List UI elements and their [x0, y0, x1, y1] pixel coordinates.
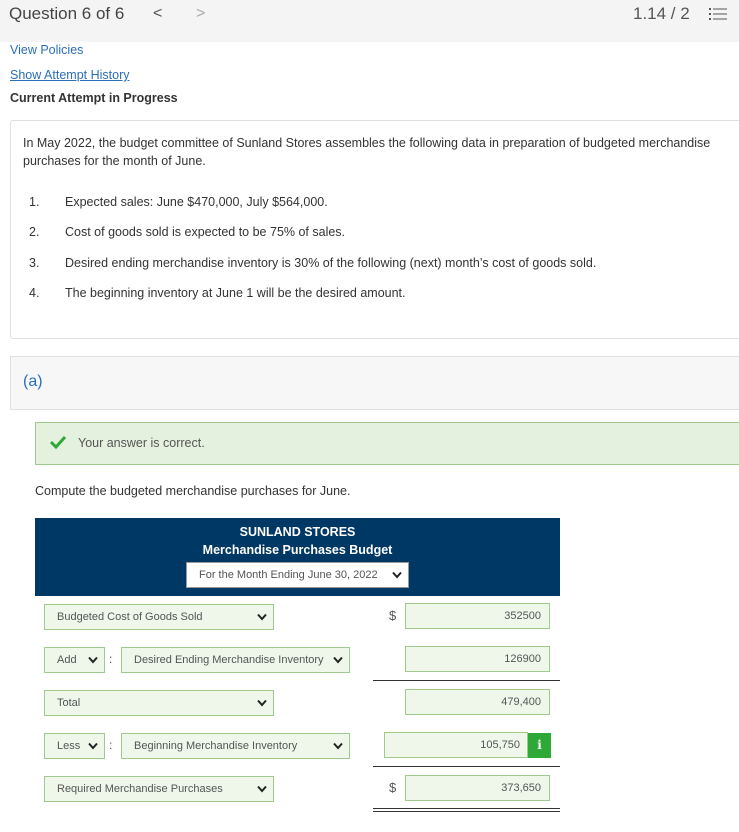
- problem-intro: In May 2022, the budget committee of Sunland Stores assembles the following data in preparation of budgeted merchandise purchases for the month of June.: [23, 136, 711, 168]
- beginning-inventory-amount-input[interactable]: 105,750: [384, 732, 528, 758]
- part-label: (a): [23, 373, 43, 390]
- beginning-inventory-select-value: Beginning Merchandise Inventory: [134, 740, 298, 752]
- next-question-button[interactable]: >: [196, 5, 206, 22]
- double-rule-top: [373, 808, 560, 809]
- score-display: 1.14 / 2: [633, 4, 690, 23]
- dollar-sign: $: [389, 780, 397, 795]
- part-a-header: [10, 356, 739, 410]
- cogs-select-value: Budgeted Cost of Goods Sold: [57, 611, 203, 623]
- less-operator-select[interactable]: [44, 733, 105, 759]
- correct-message: Your answer is correct.: [78, 436, 205, 450]
- attempt-status: Current Attempt in Progress: [10, 91, 178, 105]
- cogs-select[interactable]: [44, 604, 274, 630]
- chevron-down-icon: [88, 742, 98, 750]
- ending-inventory-select[interactable]: [121, 647, 350, 673]
- chevron-down-icon: [257, 613, 267, 621]
- ending-inventory-amount-input[interactable]: 126900: [405, 646, 550, 672]
- list-item-text: Cost of goods sold is expected to be 75% of sales.: [65, 225, 346, 239]
- correct-answer-banner: [35, 422, 739, 465]
- show-attempt-history-link[interactable]: Show Attempt History: [10, 68, 130, 82]
- chevron-down-icon: [257, 785, 267, 793]
- less-operator-value: Less: [57, 740, 81, 752]
- total-select[interactable]: [44, 690, 274, 716]
- chevron-down-icon: [392, 571, 402, 579]
- colon-separator: :: [109, 652, 113, 666]
- question-header: [0, 0, 739, 42]
- chevron-down-icon: [257, 699, 267, 707]
- subtotal-rule: [373, 766, 560, 767]
- beginning-inventory-select[interactable]: [121, 733, 350, 759]
- chevron-down-icon: [333, 656, 343, 664]
- double-rule-bottom: [373, 811, 560, 812]
- required-purchases-select-value: Required Merchandise Purchases: [57, 783, 223, 795]
- list-item-number: 4.: [29, 286, 40, 300]
- list-item-text: Expected sales: June $470,000, July $564,000.: [65, 195, 328, 209]
- list-item-number: 1.: [29, 195, 40, 209]
- budget-header: [35, 518, 560, 596]
- required-purchases-select[interactable]: [44, 776, 274, 802]
- period-select[interactable]: [186, 562, 409, 588]
- checkmark-icon: [50, 435, 66, 449]
- chevron-down-icon: [88, 656, 98, 664]
- previous-question-button[interactable]: <: [153, 5, 163, 22]
- list-item-text: Desired ending merchandise inventory is 30% of the following (next) month’s cost of goods sold.: [65, 256, 597, 270]
- question-counter: Question 6 of 6: [9, 4, 125, 23]
- add-operator-select[interactable]: [44, 647, 105, 673]
- cogs-amount-input[interactable]: 352500: [405, 603, 550, 629]
- list-item-text: The beginning inventory at June 1 will be the desired amount.: [65, 286, 406, 300]
- list-item-number: 2.: [29, 225, 40, 239]
- dollar-sign: $: [389, 608, 397, 623]
- info-icon[interactable]: i: [528, 733, 551, 758]
- colon-separator: :: [109, 738, 113, 752]
- chevron-down-icon: [333, 742, 343, 750]
- total-select-value: Total: [57, 697, 81, 709]
- instruction-text: Compute the budgeted merchandise purchases for June.: [35, 484, 351, 498]
- problem-statement: [10, 120, 739, 339]
- company-name: SUNLAND STORES: [239, 525, 356, 539]
- ending-inventory-select-value: Desired Ending Merchandise Inventory: [134, 654, 324, 666]
- period-select-value: For the Month Ending June 30, 2022: [199, 569, 378, 581]
- subtotal-rule: [373, 680, 560, 681]
- required-purchases-amount-input[interactable]: 373,650: [405, 775, 550, 801]
- total-amount-input[interactable]: 479,400: [405, 689, 550, 715]
- view-policies-link[interactable]: View Policies: [10, 43, 84, 57]
- budget-title: Merchandise Purchases Budget: [202, 543, 393, 557]
- list-item-number: 3.: [29, 256, 40, 270]
- add-operator-value: Add: [57, 654, 77, 666]
- question-list-icon[interactable]: [709, 7, 727, 21]
